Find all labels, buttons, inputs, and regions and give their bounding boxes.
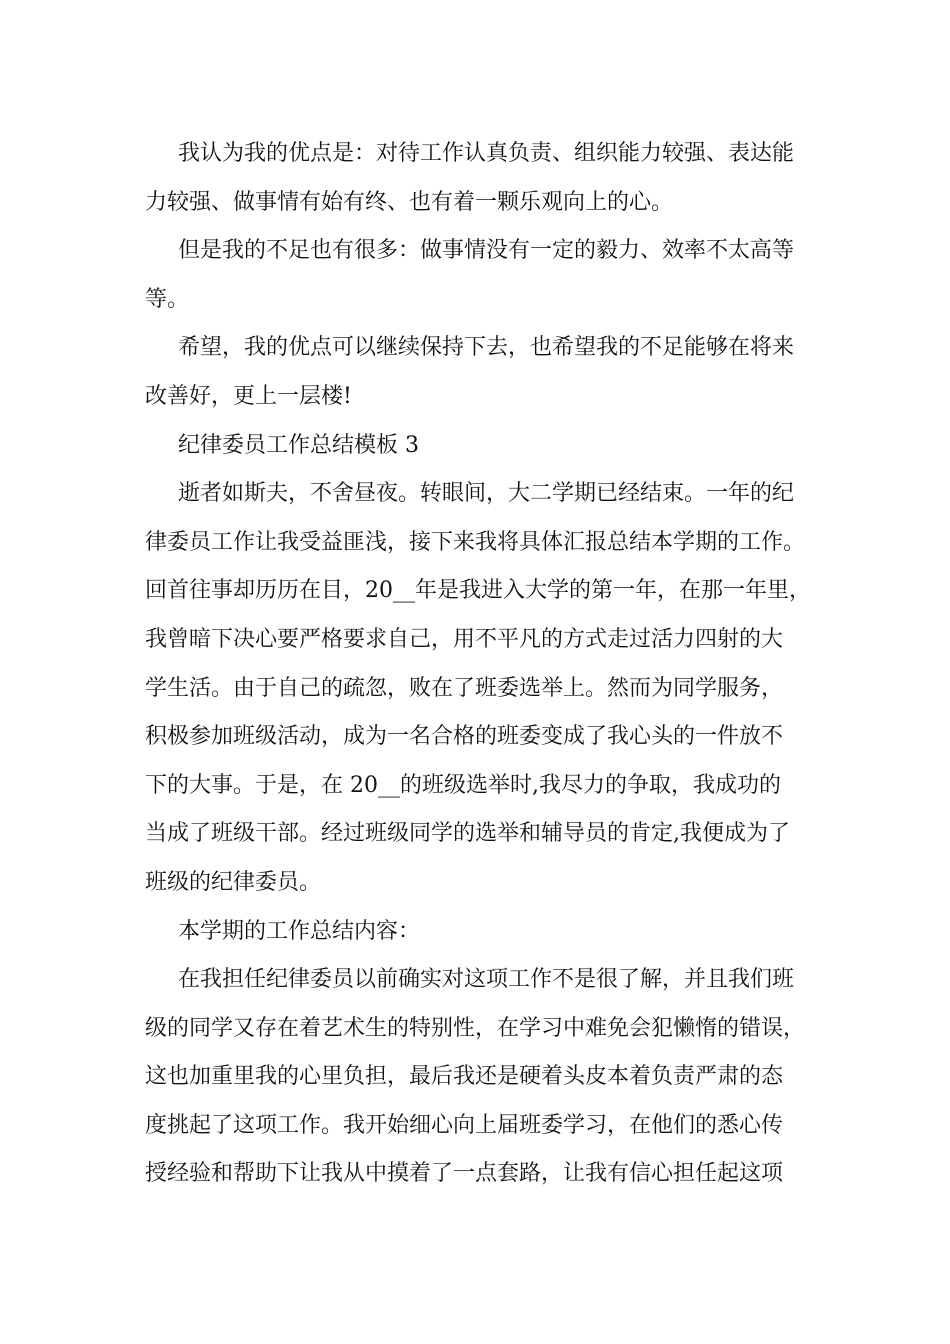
- text-line: 希望，我的优点可以继续保持下去，也希望我的不足能够在将来: [178, 335, 795, 361]
- text-line: 在我担任纪律委员以前确实对这项工作不是很了解，并且我们班: [178, 967, 795, 993]
- text-line: 改善好，更上一层楼!: [145, 383, 352, 409]
- text-line: 授经验和帮助下让我从中摸着了一点套路，让我有信心担任起这项: [145, 1161, 784, 1187]
- paragraph-hope: [145, 324, 815, 421]
- text-line: 下的大事。于是，在 20__的班级选举时,我尽力的争取，我成功的: [145, 772, 781, 798]
- text-line: 但是我的不足也有很多：做事情没有一定的毅力、效率不太高等: [178, 238, 795, 264]
- section-heading: [145, 422, 815, 471]
- text-line: 班级的纪律委员。: [145, 869, 322, 895]
- text-line: 等。: [145, 286, 190, 312]
- text-line: 我曾暗下决心要严格要求自己，用不平凡的方式走过活力四射的大: [145, 626, 784, 652]
- text-line: 这也加重里我的心里负担，最后我还是硬着头皮本着负责严肃的态: [145, 1064, 784, 1090]
- paragraph-intro: [145, 470, 815, 907]
- document-body: [145, 130, 815, 1199]
- text-line: 回首往事却历历在目，20__年是我进入大学的第一年，在那一年里，: [145, 578, 811, 604]
- text-line: 当成了班级干部。经过班级同学的选举和辅导员的肯定,我便成为了: [145, 821, 790, 847]
- text-line: 我认为我的优点是：对待工作认真负责、组织能力较强、表达能: [178, 141, 795, 166]
- paragraph-strengths: [145, 130, 815, 227]
- text-line: 逝者如斯夫，不舍昼夜。转眼间，大二学期已经结束。一年的纪: [178, 481, 795, 507]
- text-line: 积极参加班级活动，成为一名合格的班委变成了我心头的一件放不: [145, 724, 784, 750]
- paragraph-summary-heading: [145, 908, 815, 957]
- text-line: 力较强、做事情有始有终、也有着一颗乐观向上的心。: [145, 189, 674, 215]
- text-line: 律委员工作让我受益匪浅，接下来我将具体汇报总结本学期的工作。: [145, 529, 806, 555]
- paragraph-work: [145, 956, 815, 1199]
- paragraph-weaknesses: [145, 227, 815, 324]
- text-line: 学生活。由于自己的疏忽，败在了班委选举上。然而为同学服务，: [145, 675, 784, 701]
- text-line: 级的同学又存在着艺术生的特别性，在学习中难免会犯懒惰的错误，: [145, 1015, 806, 1041]
- text-line: 本学期的工作总结内容：: [178, 918, 421, 944]
- text-line: 度挑起了这项工作。我开始细心向上届班委学习，在他们的悉心传: [145, 1112, 784, 1138]
- heading-text: 纪律委员工作总结模板 3: [178, 432, 419, 458]
